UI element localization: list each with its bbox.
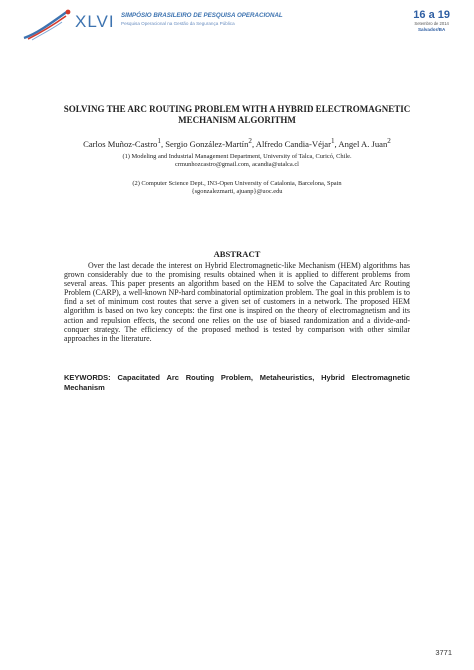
conference-header — [0, 0, 474, 46]
affiliation-2 — [60, 180, 414, 196]
affiliation-2-emails: {sgonzalezmarti, ajuanp}@uoc.edu — [191, 188, 283, 195]
conference-city: Salvador/BA — [417, 27, 446, 32]
conference-logo — [22, 8, 74, 42]
paper-title-line-2: MECHANISM ALGORITHM — [178, 115, 296, 125]
conference-month-year: Setembro de 2014 — [414, 21, 449, 26]
author-name: Alfredo Candia-Véjar — [255, 138, 331, 149]
author-affiliation-mark: 2 — [387, 137, 391, 145]
author-list — [40, 137, 434, 149]
author-separator: , — [251, 138, 256, 149]
author-separator: , — [334, 138, 339, 149]
abstract-text: Over the last decade the interest on Hybrid Electromagnetic-like Mechanism (HEM) algorithms has grown considerably due to the promising results obtained when it is applied to different problems from several areas. This paper presents an algorithm based on the HEM to solve the Capacitated Arc Routing Problem (CARP), a well-known NP-hard combinatorial optimization problem. The goal in this problem is to find a set of minimum cost routes that serve a given set of customers in a network. The proposed HEM algorithm is based on two key concepts: the first one is inspired on the theory of electromagnetism and its action and repulsion effects, the second one relies on the use of biased randomization and a divide-and-conquer strategy. The efficiency of the proposed method is tested by comparison with other similar approaches in the literature. — [64, 261, 410, 343]
author-name: Angel A. Juan — [338, 138, 388, 149]
conference-dates — [413, 10, 450, 33]
author-name: Carlos Muñoz-Castro — [83, 138, 158, 149]
affiliation-1-institution: (1) Modeling and Industrial Management Department, University of Talca, Curicó, Chile. — [122, 153, 352, 160]
conference-subtitle: Pesquisa Operacional na Gestão da Segurança Pública — [121, 21, 235, 26]
conference-title: SIMPÓSIO BRASILEIRO DE PESQUISA OPERACIONAL — [121, 12, 283, 19]
conference-days: 16 a 19 — [413, 9, 450, 21]
author-affiliation-mark: 2 — [248, 137, 252, 145]
author-affiliation-mark: 1 — [330, 137, 335, 145]
affiliation-1 — [60, 153, 414, 169]
paper-title — [60, 104, 414, 126]
keywords: KEYWORDS: Capacitated Arc Routing Problem, Metaheuristics, Hybrid Electromagnetic Mechanism — [64, 373, 410, 392]
author-separator: , — [160, 138, 166, 149]
abstract-heading: ABSTRACT — [213, 249, 261, 259]
author-name: Sergio González-Martín — [165, 138, 249, 149]
affiliation-1-emails: crmunhozcastro@gmail.com, acandia@utalca.cl — [175, 161, 299, 168]
page-number: 3771 — [435, 648, 452, 657]
affiliation-2-institution: (2) Computer Science Dept., IN3-Open University of Catalonia, Barcelona, Spain — [132, 180, 342, 187]
paper-title-line-1: SOLVING THE ARC ROUTING PROBLEM WITH A HYBRID ELECTROMAGNETIC — [63, 104, 411, 114]
conference-edition: XLVI — [75, 12, 115, 31]
author-affiliation-mark: 1 — [157, 137, 161, 145]
